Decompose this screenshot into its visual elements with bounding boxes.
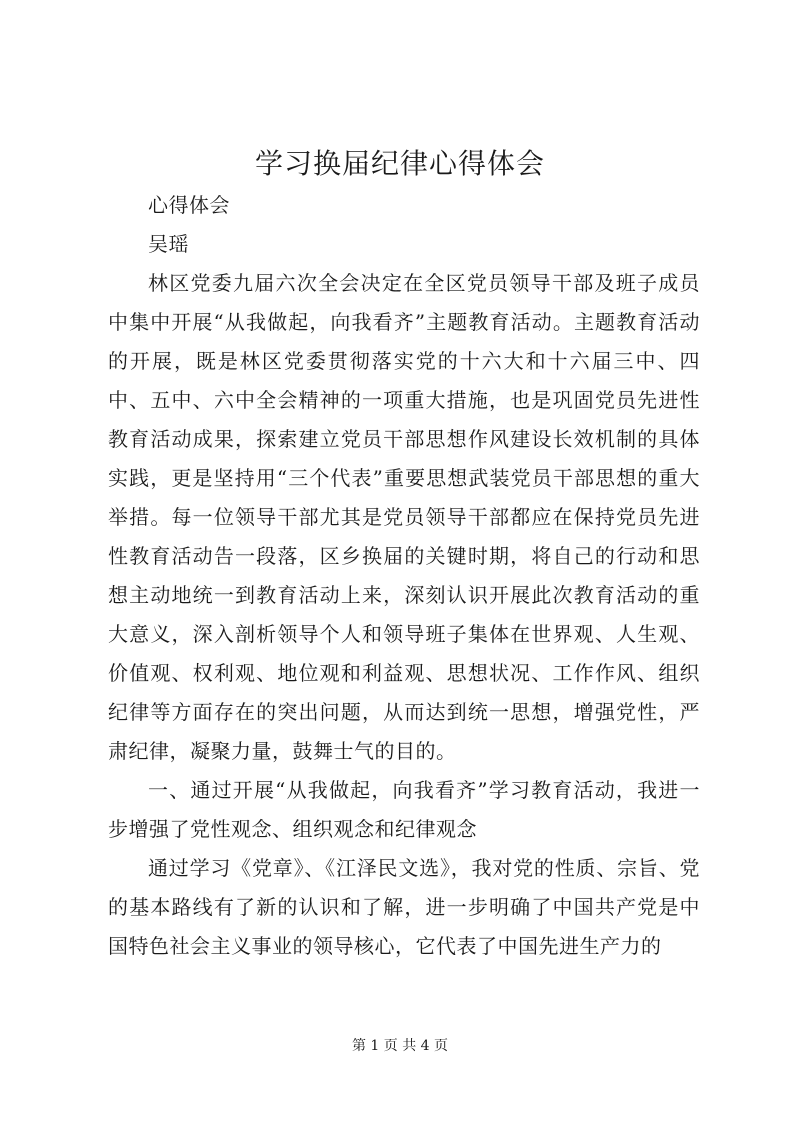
paragraph-section-one-body: 通过学习《党章》、《江泽民文选》，我对党的性质、宗旨、党的基本路线有了新的认识和了解，进一步明确了中国共产党是中国特色社会主义事业的领导核心，它代表了中国先进生产力的	[108, 856, 700, 958]
paragraph-heading: 心得体会	[148, 193, 230, 217]
page-footer: 第 1 页 共 4 页	[351, 1038, 449, 1054]
paragraph-section-one-heading: 一、通过开展“从我做起，向我看齐”学习教育活动，我进一步增强了党性观念、组织观念和纪律观念	[108, 778, 700, 841]
document-body	[108, 186, 700, 966]
document-title: 学习换届纪律心得体会	[254, 147, 545, 180]
paragraph-author: 吴瑶	[148, 232, 189, 256]
paragraph-intro: 林区党委九届六次全会决定在全区党员领导干部及班子成员中集中开展“从我做起，向我看齐”主题教育活动。主题教育活动的开展，既是林区党委贯彻落实党的十六大和十六届三中、四中、五中、六中全会精神的一项重大措施，也是巩固党员先进性教育活动成果，探索建立党员干部思想作风建设长效机制的具体实践，更是坚持用“三个代表”重要思想武装党员干部思想的重大举措。每一位领导干部尤其是党员领导干部都应在保持党员先进性教育活动告一段落，区乡换届的关键时期，将自己的行动和思想主动地统一到教育活动上来，深刻认识开展此次教育活动的重大意义，深入剖析领导个人和领导班子集体在世界观、人生观、价值观、权利观、地位观和利益观、思想状况、工作作风、组织纪律等方面存在的突出问题，从而达到统一思想，增强党性，严肃纪律，凝聚力量，鼓舞士气的目的。	[108, 271, 700, 763]
